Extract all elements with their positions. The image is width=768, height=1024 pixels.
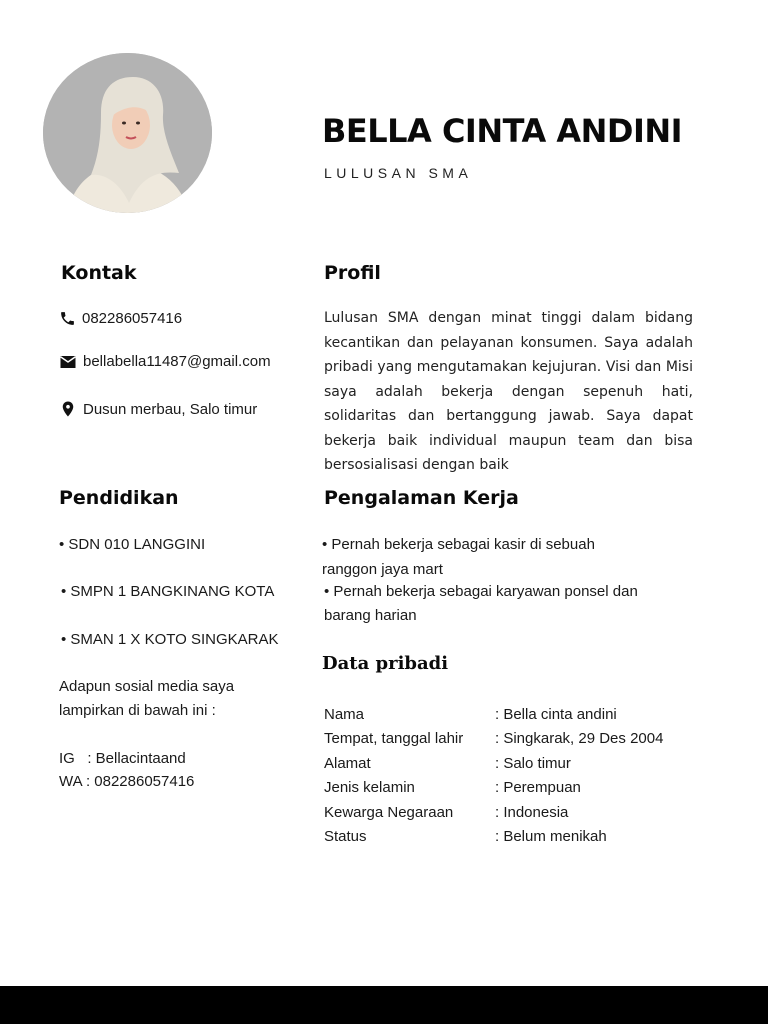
social-intro-line2: lampirkan di bawah ini : [59,702,216,719]
personal-label: Nama [324,705,365,723]
contact-address-row [59,399,257,419]
table-row [324,702,663,727]
contact-email: bellabella11487@gmail.com [83,353,271,370]
personal-data-table [324,702,663,849]
contact-phone: 082286057416 [82,310,183,327]
education-item: • SDN 010 LANGGINI [59,536,206,553]
mail-icon [59,354,77,370]
profile-text: Lulusan SMA dengan minat tinggi dalam bidang kecantikan dan pelayanan konsumen. Saya adalah pribadi yang mengutamakan kejujuran. Visi dan Misi saya adalah bekerja dengan sepenuh hati, solidaritas dan bertanggung jawab. Saya dapat bekerja baik individual maupun team dan bisa bersosialisasi dengan baik [324,310,693,473]
personal-value: : Indonesia [495,803,569,821]
personal-data-heading: Data pribadi [322,653,449,674]
personal-label: Kewarga Negaraan [324,803,454,821]
social-whatsapp: WA : 082286057416 [59,773,195,790]
personal-value: : Salo timur [495,754,571,772]
contact-heading: Kontak [61,262,137,284]
experience-line: • Pernah bekerja sebagai karyawan ponsel dan [324,583,638,600]
person-portrait-graphic [43,53,212,213]
footer-bar [0,986,768,1024]
experience-heading: Pengalaman Kerja [324,487,519,509]
table-row [324,800,663,825]
personal-value: : Perempuan [495,779,581,797]
table-row [324,727,663,752]
personal-value: : Belum menikah [495,828,607,846]
experience-line: barang harian [324,607,417,624]
full-name: BELLA CINTA ANDINI [322,112,683,150]
contact-email-row [59,353,271,370]
job-subtitle: LULUSAN SMA [324,165,473,181]
social-instagram: IG : Bellacintaand [59,750,186,767]
social-intro-line1: Adapun sosial media saya [59,678,235,695]
location-pin-icon [59,399,77,419]
personal-label: Tempat, tanggal lahir [324,730,464,748]
education-item: • SMAN 1 X KOTO SINGKARAK [61,631,279,648]
contact-phone-row [59,310,182,327]
personal-value: : Singkarak, 29 Des 2004 [495,730,664,748]
education-item: • SMPN 1 BANGKINANG KOTA [61,583,275,600]
table-row [324,751,663,776]
phone-icon [59,310,76,327]
experience-line: • Pernah bekerja sebagai kasir di sebuah [322,536,595,553]
contact-address: Dusun merbau, Salo timur [83,400,258,418]
personal-value: : Bella cinta andini [495,705,617,723]
personal-label: Jenis kelamin [324,779,415,797]
profile-heading: Profil [324,262,381,284]
table-row [324,825,663,850]
table-row [324,776,663,801]
personal-label: Alamat [324,754,371,772]
experience-line: ranggon jaya mart [322,561,443,578]
profile-photo [43,53,212,213]
personal-label: Status [324,828,367,846]
education-heading: Pendidikan [59,487,179,509]
